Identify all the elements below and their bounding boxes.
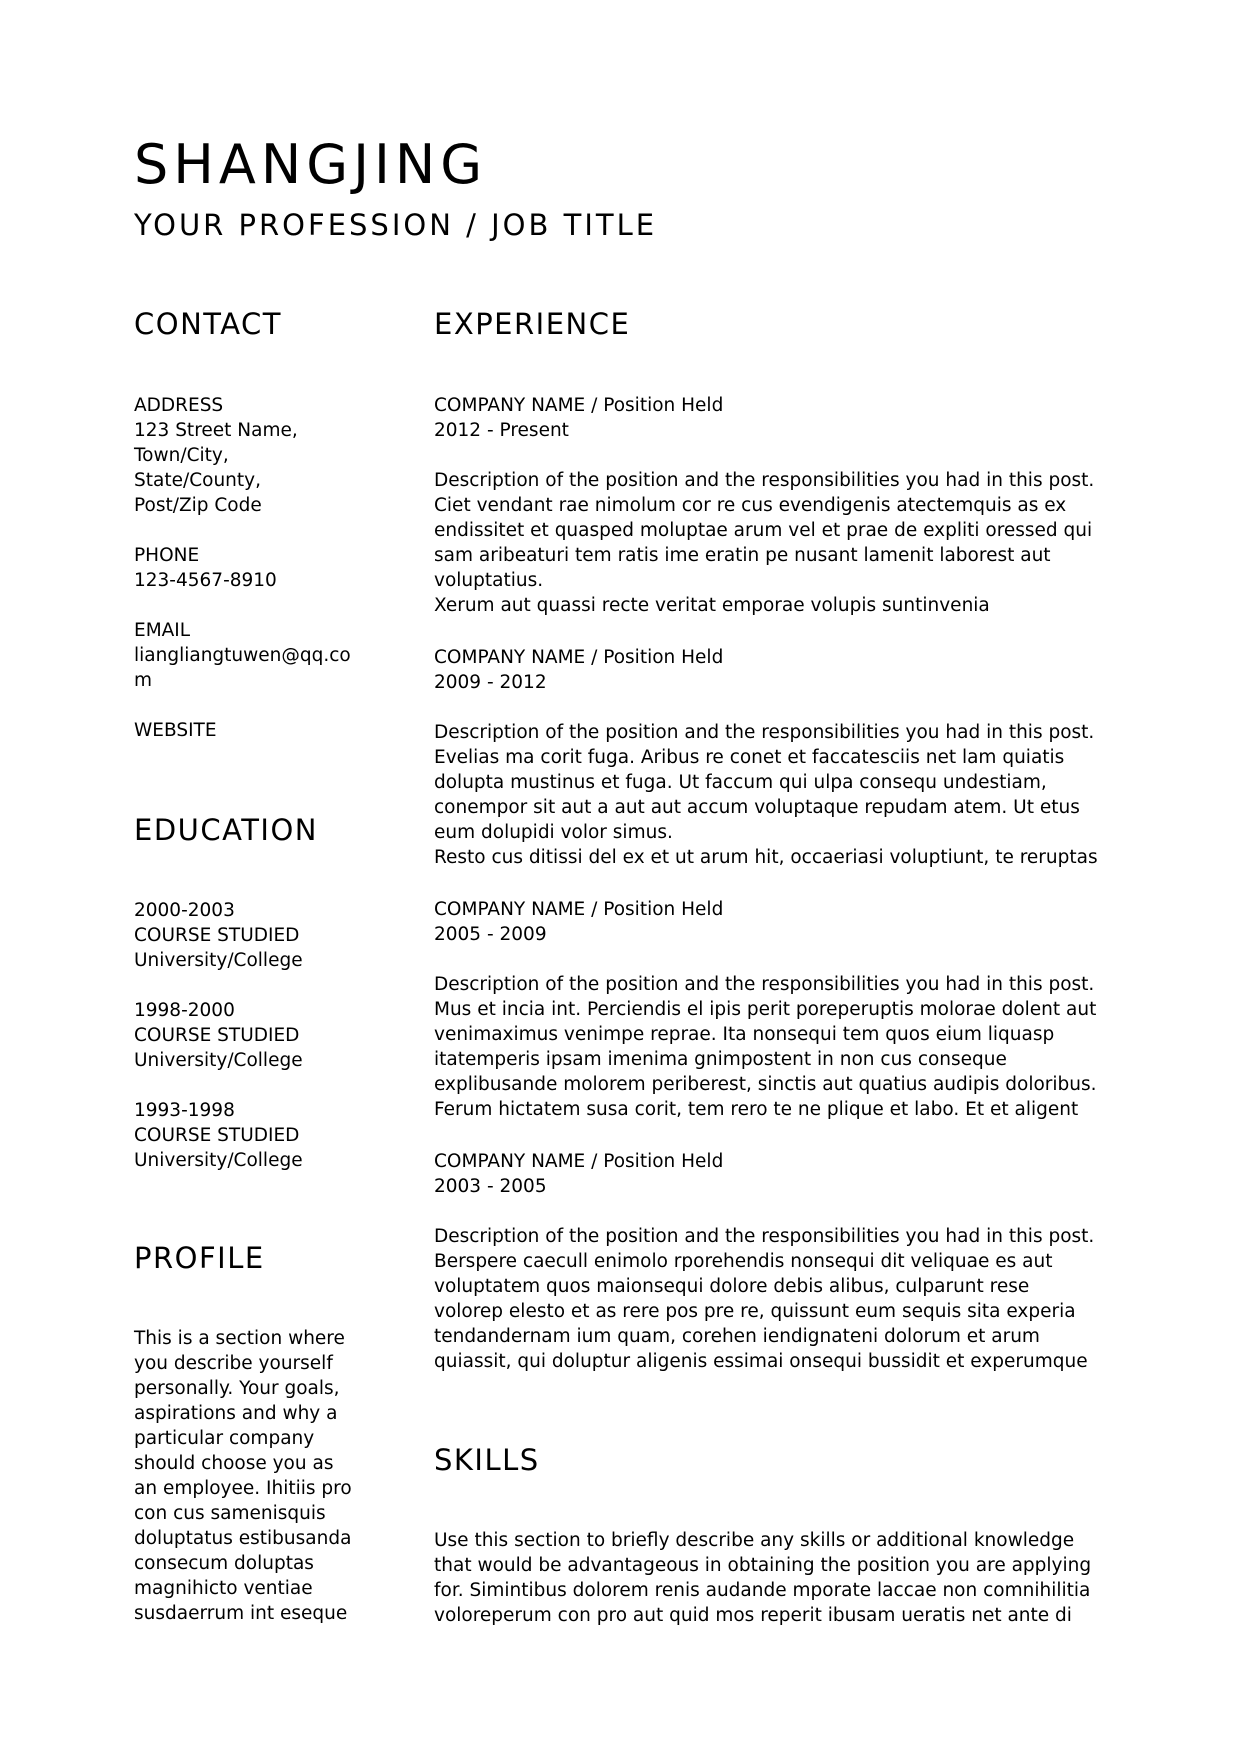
profile-line: you describe yourself: [134, 1353, 333, 1374]
profile-line: particular company: [134, 1428, 315, 1449]
experience-description-line: venimaximus venimpe reprae. Ita nonsequi tem quos eium liquasp: [434, 1024, 1055, 1045]
profile-line: This is a section where: [134, 1328, 345, 1349]
experience-item: [434, 1149, 1134, 1372]
skills-text: [434, 1528, 1134, 1626]
address-line: State/County,: [134, 470, 261, 491]
email-value-wrap: m: [134, 670, 153, 691]
education-years: 2000-2003: [134, 900, 235, 921]
experience-title: COMPANY NAME / Position Held: [434, 1151, 724, 1172]
applicant-name: SHANGJING: [134, 133, 488, 196]
experience-item: [434, 645, 1134, 868]
experience-description-line: sam aribeaturi tem ratis ime eratin pe nusant lamenit laborest aut: [434, 545, 1051, 566]
experience-description-line: conempor sit aut a aut aut accum voluptaque repudam atem. Ut etus: [434, 797, 1080, 818]
contact-heading: CONTACT: [134, 307, 283, 341]
profile-line: magnihicto ventiae: [134, 1578, 313, 1599]
education-school: University/College: [134, 1050, 303, 1071]
experience-description-line: quiassit, qui doluptur aligenis essimai onsequi bussidit et experumque: [434, 1351, 1088, 1372]
education-school: University/College: [134, 1150, 303, 1171]
education-years: 1998-2000: [134, 1000, 235, 1021]
experience-title: COMPANY NAME / Position Held: [434, 395, 724, 416]
email-label: EMAIL: [134, 620, 191, 641]
website-label: WEBSITE: [134, 720, 217, 741]
email-value: liangliangtuwen@qq.co: [134, 645, 351, 666]
profile-line: should choose you as: [134, 1453, 334, 1474]
experience-description-line: voluptatius.: [434, 570, 544, 591]
experience-description-line: Ciet vendant rae nimolum cor re cus evendigenis atectemquis as ex: [434, 495, 1067, 516]
profile-line: aspirations and why a: [134, 1403, 338, 1424]
experience-dates: 2003 - 2005: [434, 1176, 547, 1197]
job-title: YOUR PROFESSION / JOB TITLE: [134, 208, 658, 242]
phone-value: 123-4567-8910: [134, 570, 277, 591]
experience-title: COMPANY NAME / Position Held: [434, 647, 724, 668]
experience-description-line: Description of the position and the responsibilities you had in this post.: [434, 974, 1095, 995]
education-course: COURSE STUDIED: [134, 925, 300, 946]
education-course: COURSE STUDIED: [134, 1125, 300, 1146]
address-label: ADDRESS: [134, 395, 224, 416]
skills-line: for. Simintibus dolorem renis audande mporate laccae non comnihilitia: [434, 1580, 1091, 1601]
experience-description-line: Description of the position and the responsibilities you had in this post.: [434, 470, 1095, 491]
skills-line: that would be advantageous in obtaining the position you are applying: [434, 1555, 1092, 1576]
experience-dates: 2009 - 2012: [434, 672, 547, 693]
experience-description-line: tendandernam ium quam, corehen iendignateni dolorum et arum: [434, 1326, 1040, 1347]
skills-line: Use this section to briefly describe any skills or additional knowledge: [434, 1530, 1075, 1551]
experience-item: [434, 393, 1134, 616]
experience-description-line: eum dolupidi volor simus.: [434, 822, 673, 843]
phone-label: PHONE: [134, 545, 200, 566]
profile-text: [134, 1326, 444, 1622]
address-line: Town/City,: [134, 445, 229, 466]
profile-line: consecum doluptas: [134, 1553, 314, 1574]
experience-description-line: Xerum aut quassi recte veritat emporae volupis suntinvenia: [434, 595, 990, 616]
contact-section: [134, 393, 434, 741]
education-course: COURSE STUDIED: [134, 1025, 300, 1046]
experience-description-line: Ferum hictatem susa corit, tem rero te ne plique et labo. Et et aligent: [434, 1099, 1079, 1120]
experience-item: [434, 897, 1134, 1120]
experience-description-line: Resto cus ditissi del ex et ut arum hit, occaeriasi voluptiunt, te reruptas: [434, 847, 1098, 868]
experience-description-line: voluptatem quos maionsequi dolore debis alibus, culparunt rese: [434, 1276, 1030, 1297]
profile-line: con cus samenisquis: [134, 1503, 326, 1524]
profile-line: doluptatus estibusanda: [134, 1528, 352, 1549]
experience-description-line: volorep elesto et as rere pos pre re, quissunt eum sequis sita experia: [434, 1301, 1076, 1322]
experience-description-line: dolupta mustinus et fuga. Ut faccum qui ulpa consequ undestiam,: [434, 772, 1047, 793]
experience-description-line: itatemperis ipsam imenima gnimpostent in non cus conseque: [434, 1049, 1007, 1070]
experience-dates: 2005 - 2009: [434, 924, 547, 945]
address-line: 123 Street Name,: [134, 420, 298, 441]
experience-dates: 2012 - Present: [434, 420, 569, 441]
skills-line: voloreperum con pro aut quid mos reperit ibusam ueratis net ante di: [434, 1605, 1072, 1626]
experience-description-line: Mus et incia int. Perciendis el ipis perit poreperuptis molorae dolent aut: [434, 999, 1097, 1020]
education-school: University/College: [134, 950, 303, 971]
profile-heading: PROFILE: [134, 1241, 265, 1275]
profile-line: personally. Your goals,: [134, 1378, 340, 1399]
experience-description-line: Description of the position and the responsibilities you had in this post.: [434, 722, 1095, 743]
education-heading: EDUCATION: [134, 813, 319, 847]
experience-description-line: Evelias ma corit fuga. Aribus re conet et faccatesciis net lam quiatis: [434, 747, 1065, 768]
experience-description-line: explibusande molorem periberest, sinctis aut quatius audipis doloribus.: [434, 1074, 1097, 1095]
address-line: Post/Zip Code: [134, 495, 262, 516]
profile-line: an employee. Ihitiis pro: [134, 1478, 352, 1499]
skills-heading: SKILLS: [434, 1443, 540, 1477]
experience-description-line: Description of the position and the responsibilities you had in this post.: [434, 1226, 1095, 1247]
experience-heading: EXPERIENCE: [434, 307, 631, 341]
education-section: [134, 898, 434, 1178]
education-years: 1993-1998: [134, 1100, 235, 1121]
experience-description-line: endissitet et quasped moluptae arum vel et prae de expliti oressed qui: [434, 520, 1093, 541]
experience-title: COMPANY NAME / Position Held: [434, 899, 724, 920]
experience-description-line: Berspere caecull enimolo rporehendis nonsequi dit veliquae es aut: [434, 1251, 1053, 1272]
profile-line: susdaerrum int eseque: [134, 1603, 348, 1624]
